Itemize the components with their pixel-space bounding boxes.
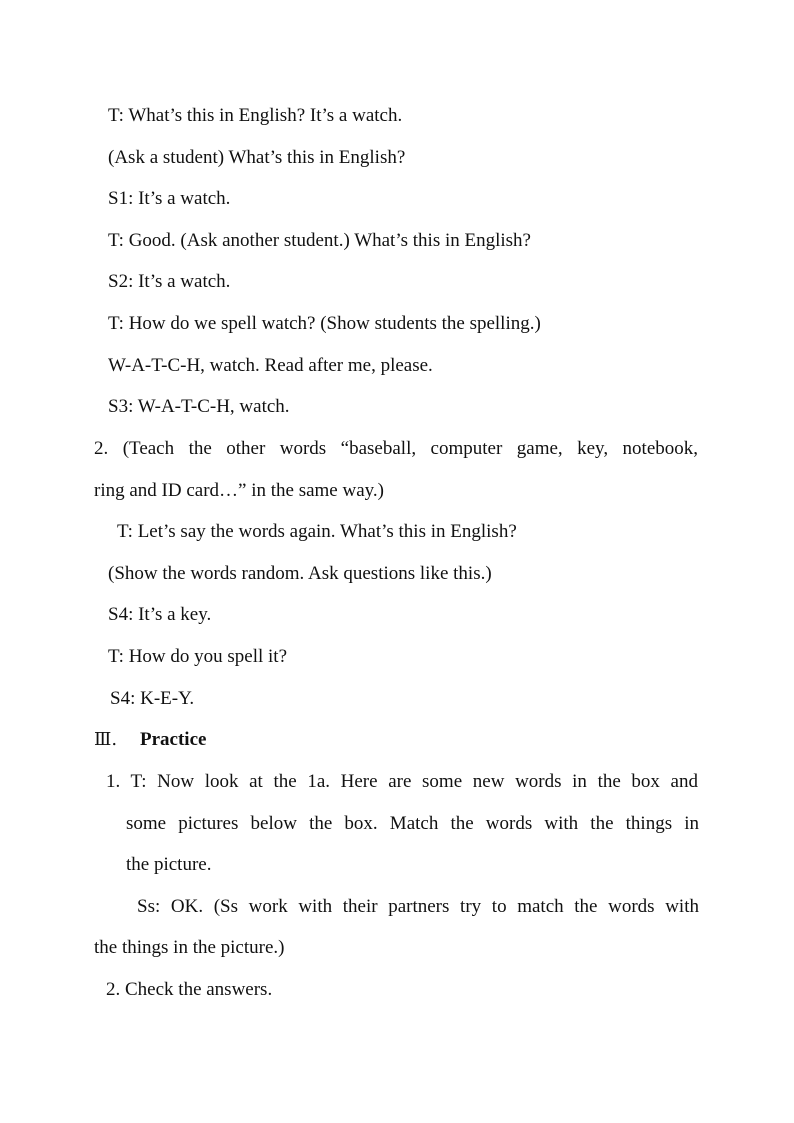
dialogue-line-teacher-3: T: How do we spell watch? (Show students the spelling.): [108, 313, 541, 334]
dialogue-line-show-words: (Show the words random. Ask questions like this.): [108, 563, 492, 584]
practice-step-2: 2. Check the answers.: [106, 979, 273, 1000]
dialogue-line-ask-student: (Ask a student) What’s this in English?: [108, 147, 406, 168]
dialogue-line-s1: S1: It’s a watch.: [108, 188, 231, 209]
practice-step-1: 1. T: Now look at the 1a. Here are some new words in the box and: [106, 771, 698, 792]
dialogue-line-teacher-5: T: How do you spell it?: [108, 646, 288, 667]
dialogue-line-teacher-4: T: Let’s say the words again. What’s this in English?: [117, 521, 517, 542]
section-heading-practice: [94, 728, 206, 752]
step-2-instruction-continued: ring and ID card…” in the same way.): [94, 480, 384, 501]
dialogue-line-s2: S2: It’s a watch.: [108, 271, 231, 292]
dialogue-line-spelling: W-A-T-C-H, watch. Read after me, please.: [108, 355, 433, 376]
dialogue-line-teacher-2: T: Good. (Ask another student.) What’s this in English?: [108, 230, 531, 251]
practice-step-1-end: the picture.: [126, 854, 212, 875]
dialogue-line-s3: S3: W-A-T-C-H, watch.: [108, 396, 290, 417]
students-response: Ss: OK. (Ss work with their partners try to match the words with: [137, 896, 699, 917]
practice-step-1-continued: some pictures below the box. Match the words with the things in: [126, 813, 699, 834]
dialogue-line-s4-spelling: S4: K-E-Y.: [110, 688, 195, 709]
section-title: Practice: [140, 729, 207, 750]
students-response-continued: the things in the picture.): [94, 937, 285, 958]
section-number: Ⅲ.: [94, 729, 118, 750]
dialogue-line-teacher-1: T: What’s this in English? It’s a watch.: [108, 105, 403, 126]
dialogue-line-s4: S4: It’s a key.: [108, 604, 212, 625]
step-2-instruction: 2. (Teach the other words “baseball, computer game, key, notebook,: [94, 438, 698, 459]
